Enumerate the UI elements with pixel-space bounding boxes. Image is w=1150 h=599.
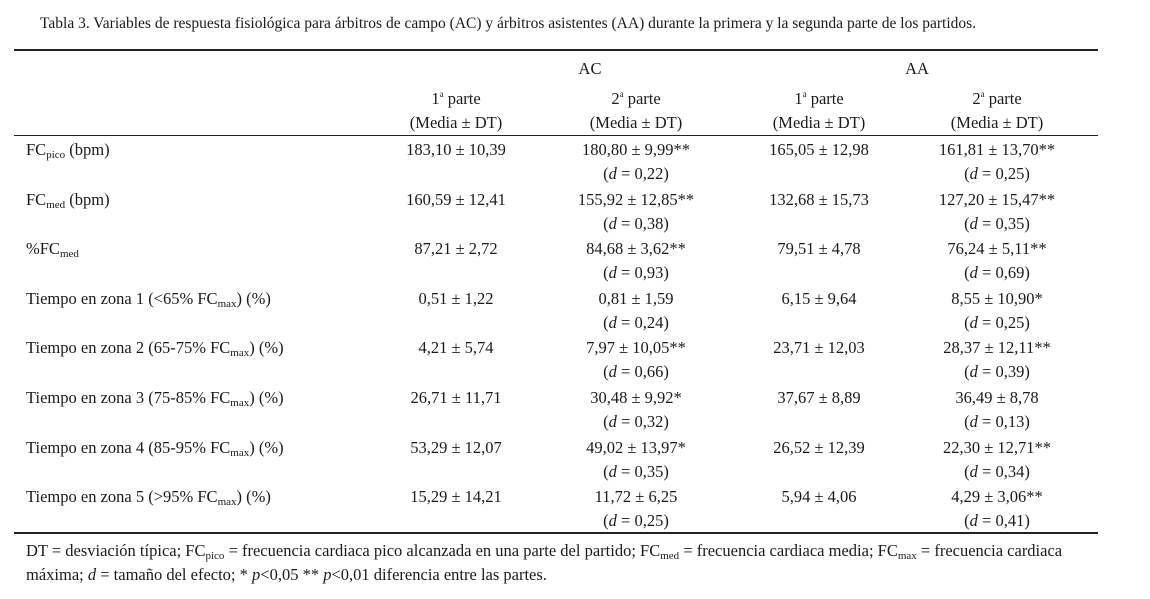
effect-size — [603, 164, 669, 184]
row-label-subscript: med — [59, 248, 79, 260]
paren: ( — [964, 164, 970, 183]
effect-size — [964, 511, 1030, 531]
effect-size — [964, 362, 1030, 382]
row-label — [26, 289, 271, 309]
paren: ) — [663, 511, 669, 530]
table-cell: 6,15 ± 9,64 — [781, 289, 857, 308]
effect-symbol: d — [969, 362, 978, 381]
row-label-subscript: med — [46, 199, 66, 211]
table-cell: 49,02 ± 13,97* — [586, 438, 686, 457]
row-label-text: ) (%) — [236, 487, 271, 506]
effect-size-value: 0,22 — [634, 164, 664, 183]
paren: ) — [663, 263, 669, 282]
row-label-subscript: max — [217, 298, 237, 310]
paren: ) — [1024, 412, 1030, 431]
paren: ) — [1024, 313, 1030, 332]
paren: ( — [964, 511, 970, 530]
paren: ( — [964, 462, 970, 481]
table-cell: 4,29 ± 3,06** — [951, 487, 1043, 506]
row-label — [26, 438, 284, 458]
paren: ) — [1024, 214, 1030, 233]
equals: = — [616, 214, 635, 233]
table-cell: 26,71 ± 11,71 — [410, 388, 502, 407]
paren: ( — [603, 214, 609, 233]
paren: ) — [663, 362, 669, 381]
table-cell: 161,81 ± 13,70** — [938, 140, 1056, 159]
column-stat-header: (Media ± DT) — [409, 113, 503, 132]
part-word: parte — [443, 89, 481, 108]
table-cell: 183,10 ± 10,39 — [406, 140, 506, 159]
effect-symbol: d — [608, 511, 617, 530]
table-cell: 155,92 ± 12,85** — [577, 190, 695, 209]
effect-size-value: 0,13 — [995, 412, 1025, 431]
equals: = — [616, 362, 635, 381]
equals: = — [977, 164, 996, 183]
paren: ) — [663, 164, 669, 183]
paren: ) — [663, 412, 669, 431]
effect-size-value: 0,32 — [634, 412, 664, 431]
footnote-text: = frecuencia cardiaca pico alcanzada en una parte del partido; FC — [224, 541, 661, 560]
row-label-text: Tiempo en zona 1 (<65% FC — [26, 289, 218, 308]
table-cell: 11,72 ± 6,25 — [594, 487, 678, 506]
effect-symbol: d — [608, 214, 617, 233]
paren: ) — [663, 462, 669, 481]
effect-symbol: d — [969, 164, 978, 183]
row-label-subscript: pico — [46, 149, 66, 161]
paren: ( — [603, 164, 609, 183]
effect-size — [603, 362, 669, 382]
table-cell: 127,20 ± 15,47** — [938, 190, 1056, 209]
effect-symbol: d — [608, 263, 617, 282]
effect-size — [964, 313, 1030, 333]
paren: ( — [603, 462, 609, 481]
footnote-effect-symbol: d — [87, 565, 97, 584]
effect-size-value: 0,34 — [995, 462, 1025, 481]
paren: ) — [663, 214, 669, 233]
paren: ) — [1024, 511, 1030, 530]
paren: ) — [1024, 263, 1030, 282]
row-label-text: Tiempo en zona 2 (65-75% FC — [26, 338, 231, 357]
table-cell: 22,30 ± 12,71** — [942, 438, 1052, 457]
row-label-text: ) (%) — [236, 289, 271, 308]
effect-size-value: 0,69 — [995, 263, 1025, 282]
effect-symbol: d — [969, 313, 978, 332]
equals: = — [977, 362, 996, 381]
part-number: 1 — [794, 89, 803, 108]
column-stat-header: (Media ± DT) — [589, 113, 683, 132]
table-footnote — [26, 539, 1092, 587]
effect-symbol: d — [969, 214, 978, 233]
effect-size-value: 0,24 — [634, 313, 664, 332]
row-label-text: Tiempo en zona 3 (75-85% FC — [26, 388, 231, 407]
footnote-text: = frecuencia cardiaca media; FC — [679, 541, 898, 560]
row-label — [26, 239, 79, 259]
equals: = — [616, 511, 635, 530]
row-label — [26, 388, 284, 408]
row-label-text: %FC — [26, 239, 60, 258]
equals: = — [977, 214, 996, 233]
paren: ( — [603, 412, 609, 431]
equals: = — [977, 412, 996, 431]
part-superscript: a — [439, 89, 444, 99]
effect-symbol: d — [969, 412, 978, 431]
column-header — [794, 89, 843, 109]
row-label — [26, 140, 110, 160]
effect-size-value: 0,25 — [634, 511, 664, 530]
table-top-rule — [14, 49, 1098, 51]
effect-symbol: d — [969, 263, 978, 282]
table-cell: 180,80 ± 9,99** — [581, 140, 691, 159]
row-label-text: (bpm) — [65, 140, 110, 159]
table-cell: 5,94 ± 4,06 — [781, 487, 857, 506]
paren: ( — [603, 511, 609, 530]
row-label-subscript: max — [217, 496, 237, 508]
effect-size — [603, 214, 669, 234]
effect-symbol: d — [608, 362, 617, 381]
row-label-text: ) (%) — [249, 438, 284, 457]
paren: ) — [663, 313, 669, 332]
effect-size-value: 0,35 — [634, 462, 664, 481]
paren: ( — [964, 263, 970, 282]
row-label — [26, 338, 284, 358]
effect-size-value: 0,25 — [995, 313, 1025, 332]
row-label-text: FC — [26, 190, 47, 209]
table-cell: 37,67 ± 8,89 — [777, 388, 861, 407]
row-label-text: Tiempo en zona 4 (85-95% FC — [26, 438, 231, 457]
table-cell: 28,37 ± 12,11** — [943, 338, 1051, 357]
equals: = — [977, 263, 996, 282]
row-label — [26, 487, 271, 507]
effect-size-value: 0,39 — [995, 362, 1025, 381]
table-cell: 4,21 ± 5,74 — [418, 338, 494, 357]
equals: = — [977, 313, 996, 332]
effect-size — [603, 263, 669, 283]
part-word: parte — [984, 89, 1022, 108]
footnote-text: DT = desviación típica; FC — [26, 541, 206, 560]
effect-symbol: d — [608, 412, 617, 431]
equals: = — [616, 313, 635, 332]
table-cell: 165,05 ± 12,98 — [769, 140, 869, 159]
table-cell: 0,81 ± 1,59 — [598, 289, 674, 308]
table-header-rule — [14, 135, 1098, 136]
row-label-text: ) (%) — [249, 388, 284, 407]
equals: = — [616, 412, 635, 431]
table-cell: 0,51 ± 1,22 — [418, 289, 494, 308]
table-cell: 26,52 ± 12,39 — [773, 438, 865, 457]
effect-size — [964, 462, 1030, 482]
footnote-p-symbol: p — [323, 565, 332, 584]
row-label-text: (bpm) — [65, 190, 110, 209]
equals: = — [616, 164, 635, 183]
table-cell: 87,21 ± 2,72 — [414, 239, 498, 258]
row-label-subscript: max — [230, 447, 250, 459]
footnote-subscript: med — [660, 550, 680, 562]
footnote-subscript: max — [897, 550, 917, 562]
table-cell: 132,68 ± 15,73 — [769, 190, 869, 209]
table-cell: 7,97 ± 10,05** — [586, 338, 686, 357]
part-number: 2 — [972, 89, 981, 108]
column-stat-header: (Media ± DT) — [950, 113, 1044, 132]
footnote-subscript: pico — [205, 550, 225, 562]
row-label-text: Tiempo en zona 5 (>95% FC — [26, 487, 218, 506]
effect-size — [964, 164, 1030, 184]
effect-size — [603, 313, 669, 333]
part-number: 1 — [431, 89, 440, 108]
group-header-aa: AA — [905, 59, 929, 78]
group-header-ac: AC — [578, 59, 602, 78]
effect-size — [964, 214, 1030, 234]
equals: = — [616, 462, 635, 481]
part-superscript: a — [980, 89, 985, 99]
part-superscript: a — [619, 89, 624, 99]
part-word: parte — [806, 89, 844, 108]
table-cell: 23,71 ± 12,03 — [773, 338, 865, 357]
table-cell: 30,48 ± 9,92* — [590, 388, 682, 407]
paren: ( — [603, 313, 609, 332]
footnote-text: = frecuencia cardiaca máxima; — [26, 541, 1063, 584]
table-caption: Tabla 3. Variables de respuesta fisiológica para árbitros de campo (AC) y árbitros asistentes (AA) durante la primera y la segunda parte de los partidos. — [40, 15, 977, 32]
paren: ( — [964, 362, 970, 381]
effect-size-value: 0,25 — [995, 164, 1025, 183]
effect-symbol: d — [969, 511, 978, 530]
table-cell: 53,29 ± 12,07 — [410, 438, 502, 457]
column-header — [611, 89, 660, 109]
effect-size — [603, 412, 669, 432]
effect-size-value: 0,93 — [634, 263, 664, 282]
table-cell: 79,51 ± 4,78 — [777, 239, 861, 258]
equals: = — [977, 462, 996, 481]
paren: ) — [1024, 462, 1030, 481]
effect-size — [603, 511, 669, 531]
effect-size-value: 0,38 — [634, 214, 664, 233]
paren: ) — [1024, 164, 1030, 183]
effect-symbol: d — [969, 462, 978, 481]
effect-size-value: 0,41 — [995, 511, 1025, 530]
paren: ) — [1024, 362, 1030, 381]
effect-symbol: d — [608, 462, 617, 481]
effect-symbol: d — [608, 313, 617, 332]
column-header — [431, 89, 480, 109]
equals: = — [616, 263, 635, 282]
table-cell: 84,68 ± 3,62** — [586, 239, 686, 258]
table-cell: 76,24 ± 5,11** — [947, 239, 1047, 258]
equals: = — [977, 511, 996, 530]
effect-size — [964, 263, 1030, 283]
column-header — [972, 89, 1021, 109]
column-stat-header: (Media ± DT) — [772, 113, 866, 132]
footnote-text: <0,05 ** — [260, 565, 324, 584]
footnote-text: <0,01 diferencia entre las partes. — [331, 565, 547, 584]
part-word: parte — [623, 89, 661, 108]
effect-symbol: d — [608, 164, 617, 183]
paren: ( — [964, 313, 970, 332]
row-label-subscript: max — [230, 397, 250, 409]
row-label-text: ) (%) — [249, 338, 284, 357]
paren: ( — [964, 214, 970, 233]
table-cell: 36,49 ± 8,78 — [955, 388, 1039, 407]
footnote-p-symbol: p — [252, 565, 261, 584]
paren: ( — [603, 263, 609, 282]
footnote-text: = tamaño del efecto; * — [96, 565, 253, 584]
effect-size-value: 0,66 — [634, 362, 664, 381]
part-number: 2 — [611, 89, 620, 108]
table-cell: 8,55 ± 10,90* — [951, 289, 1043, 308]
row-label — [26, 190, 110, 210]
effect-size-value: 0,35 — [995, 214, 1025, 233]
table-cell: 15,29 ± 14,21 — [410, 487, 502, 506]
paren: ( — [964, 412, 970, 431]
table-bottom-rule — [14, 532, 1098, 534]
part-superscript: a — [802, 89, 807, 99]
paren: ( — [603, 362, 609, 381]
row-label-text: FC — [26, 140, 47, 159]
effect-size — [964, 412, 1030, 432]
row-label-subscript: max — [230, 347, 250, 359]
effect-size — [603, 462, 669, 482]
table-cell: 160,59 ± 12,41 — [406, 190, 506, 209]
